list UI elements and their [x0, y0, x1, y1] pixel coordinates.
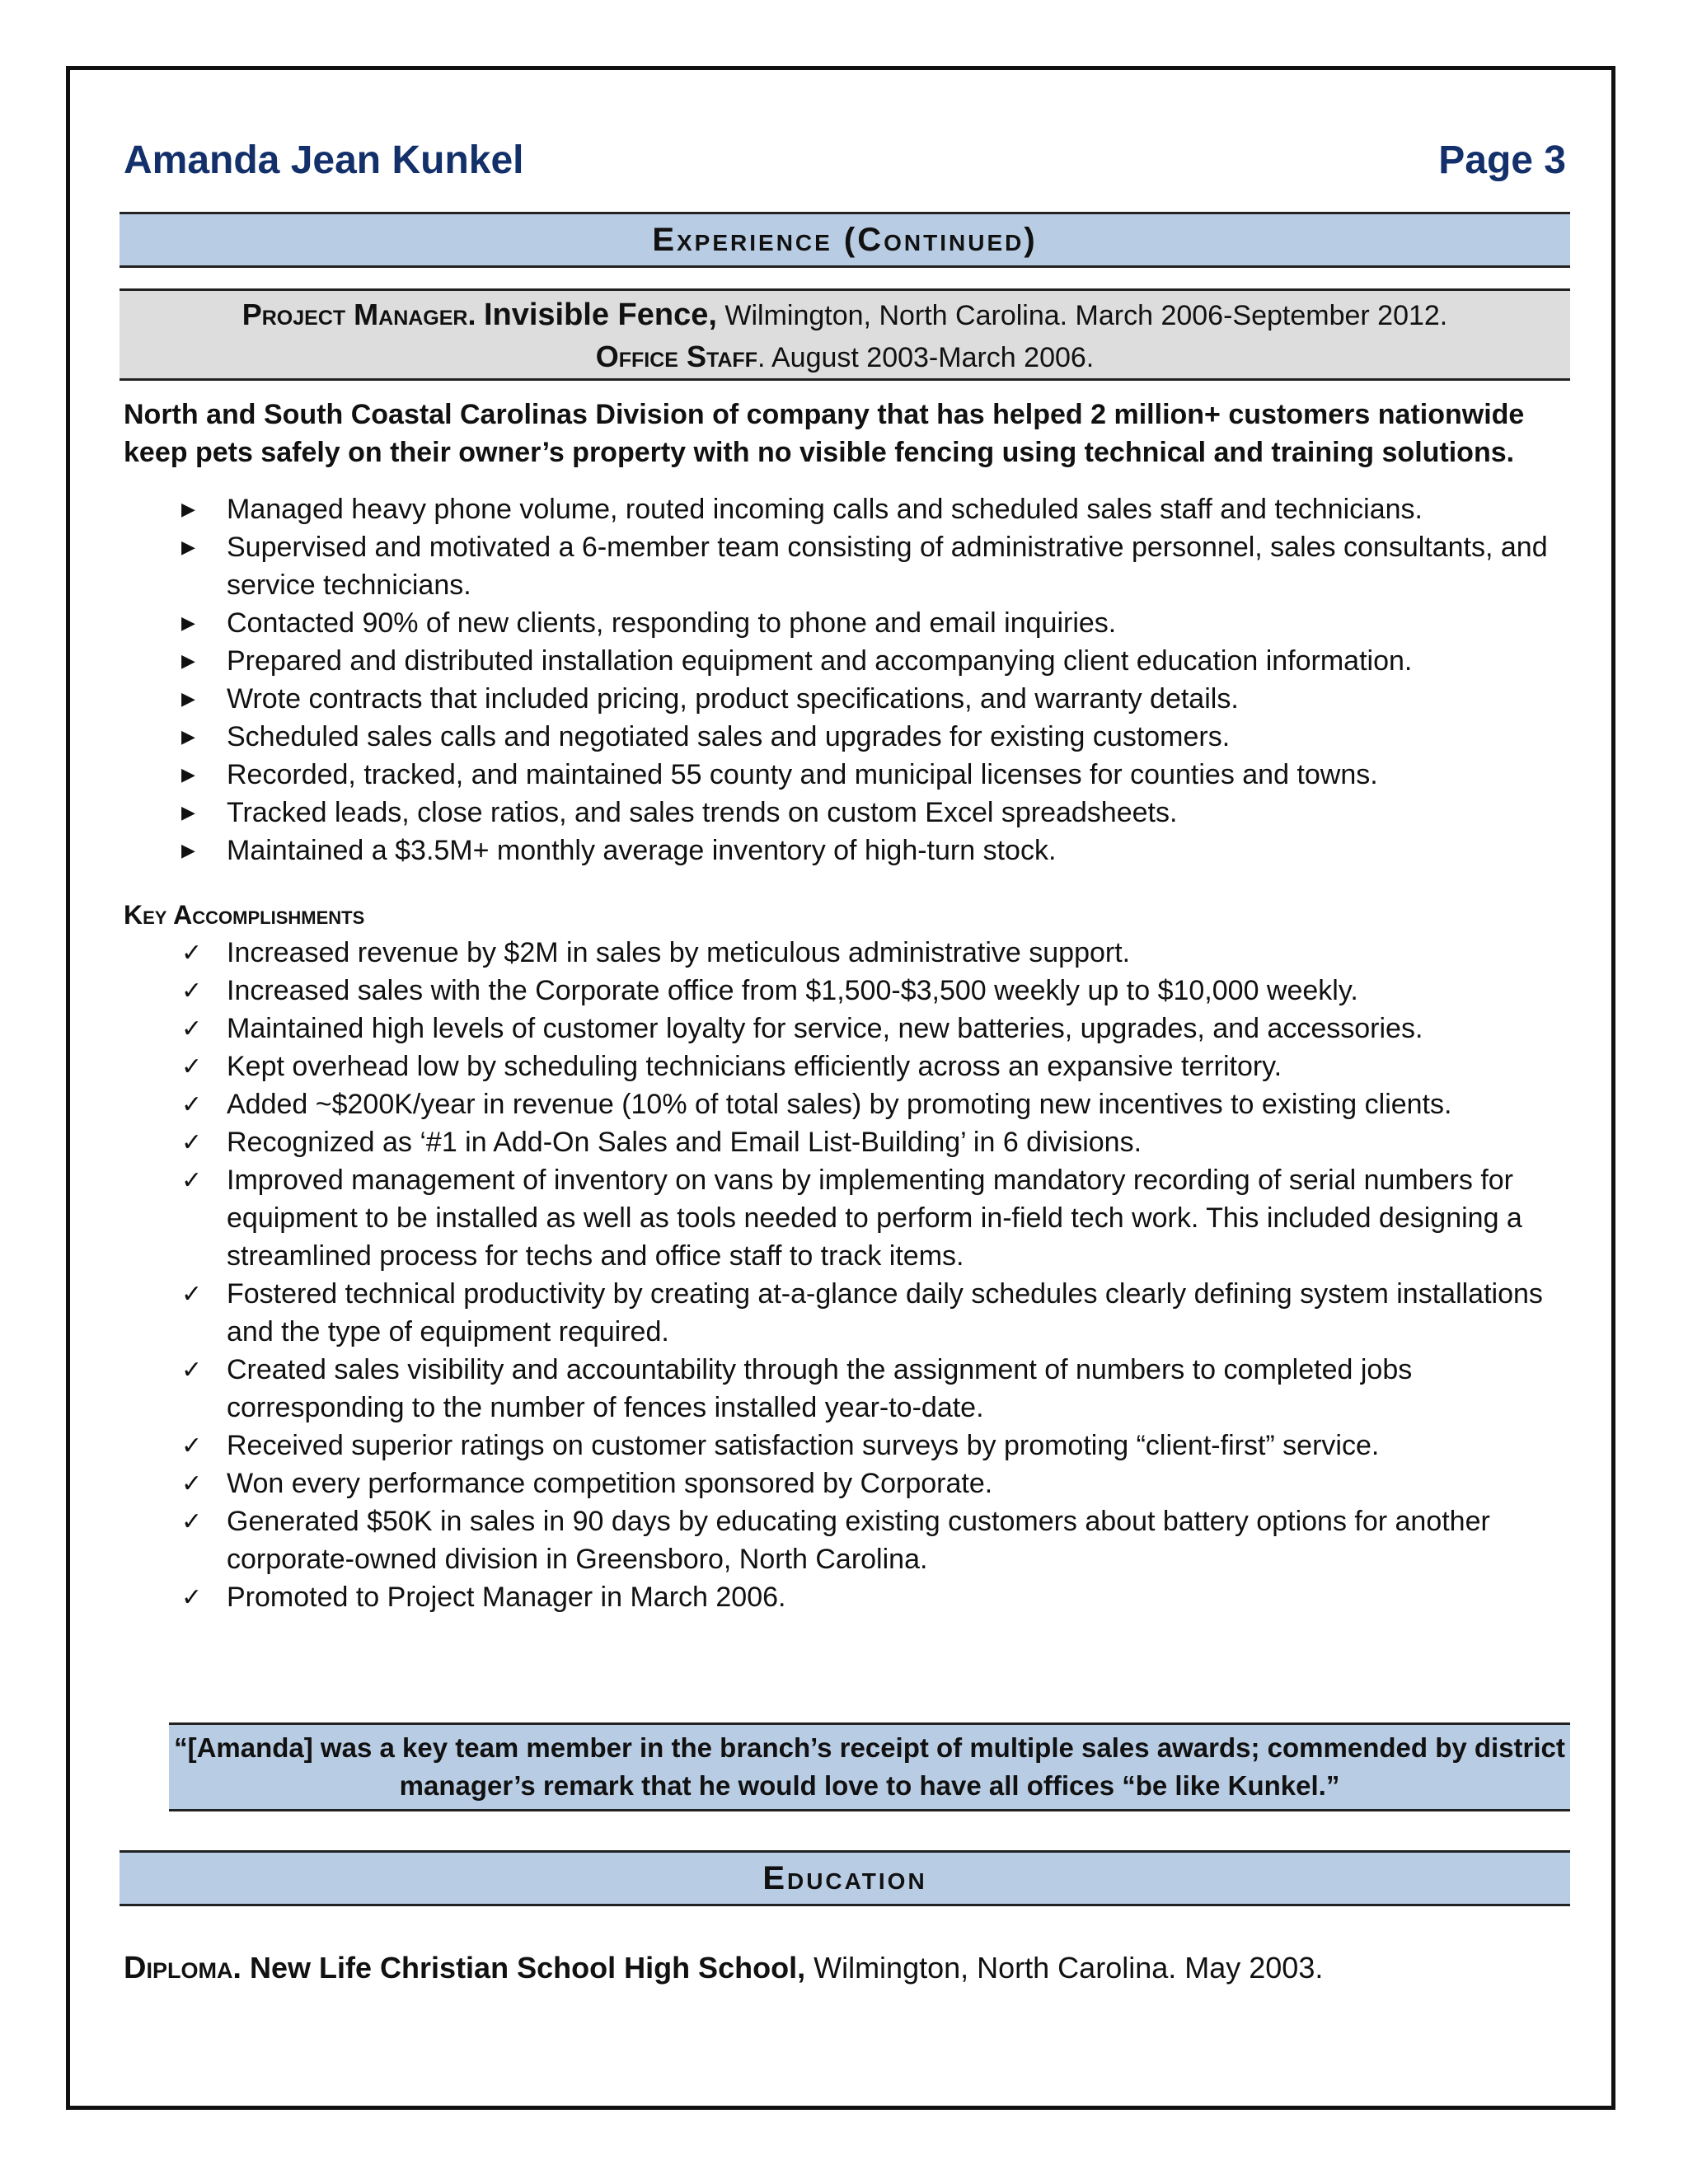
accomplishment-item: [181, 1275, 1566, 1351]
page-number: Page 3: [1438, 138, 1566, 182]
checkmark-icon: ✓: [181, 1508, 203, 1535]
education-section-title: Education: [762, 1860, 927, 1896]
role-title-project-manager: Project Manager.: [241, 298, 476, 331]
duty-item-text: Tracked leads, close ratios, and sales trends on custom Excel spreadsheets.: [227, 797, 1178, 828]
checkmark-icon: ✓: [181, 1281, 203, 1308]
accomplishment-item-text: Added ~$200K/year in revenue (10% of total sales) by promoting new incentives to existing clients.: [227, 1089, 1452, 1120]
accomplishment-item-text: Increased sales with the Corporate office from $1,500-$3,500 weekly up to $10,000 weekly.: [227, 975, 1358, 1006]
accomplishment-item: [181, 1123, 1566, 1161]
duty-item: [181, 642, 1566, 680]
accomplishment-item: [181, 1465, 1566, 1502]
bullet-arrow-icon: ▶: [181, 537, 195, 557]
duty-item: [181, 604, 1566, 642]
role-line-project-manager: [120, 294, 1570, 336]
accomplishment-item-text: Recognized as ‘#1 in Add-On Sales and Email List-Building’ in 6 divisions.: [227, 1127, 1142, 1158]
education-entry: [124, 1945, 1566, 1991]
bullet-arrow-icon: ▶: [181, 840, 195, 860]
role-title-office-staff: Office Staff: [595, 340, 757, 373]
accomplishment-item-text: Generated $50K in sales in 90 days by educating existing customers about battery options for another corporate-owned division in Greensboro, North Carolina.: [227, 1506, 1490, 1575]
testimonial-quote: “[Amanda] was a key team member in the branch’s receipt of multiple sales awards; commended by district manager’s remark that he would love to have all offices “be like Kunkel.”: [169, 1722, 1570, 1811]
accomplishment-item: [181, 1578, 1566, 1616]
accomplishment-item: [181, 972, 1566, 1010]
accomplishment-item: [181, 934, 1566, 972]
school-details: Wilmington, North Carolina. May 2003.: [814, 1951, 1324, 1985]
duty-item: [181, 490, 1566, 528]
bullet-arrow-icon: ▶: [181, 650, 195, 671]
duty-item: [181, 680, 1566, 718]
checkmark-icon: ✓: [181, 977, 203, 1005]
duty-item-text: Scheduled sales calls and negotiated sales and upgrades for existing customers.: [227, 721, 1231, 752]
duty-item-text: Prepared and distributed installation equipment and accompanying client education information.: [227, 645, 1413, 677]
education-section-banner: [120, 1850, 1570, 1906]
checkmark-icon: ✓: [181, 1015, 203, 1043]
checkmark-icon: ✓: [181, 1091, 203, 1118]
role-details-office-staff: . August 2003-March 2006.: [757, 342, 1095, 373]
accomplishment-item-text: Maintained high levels of customer loyalty for service, new batteries, upgrades, and accessories.: [227, 1013, 1423, 1044]
duty-item-text: Supervised and motivated a 6-member team consisting of administrative personnel, sales consultants, and service technicians.: [227, 532, 1548, 601]
accomplishment-item: [181, 1161, 1566, 1275]
accomplishment-item: [181, 1502, 1566, 1578]
company-name: Invisible Fence,: [483, 298, 717, 332]
degree-name: Diploma.: [124, 1951, 241, 1985]
company-description: North and South Coastal Carolinas Division of company that has helped 2 million+ customers nationwide keep pets safely on their owner’s property with no visible fencing using technical and training solutions.: [124, 399, 1525, 468]
bullet-arrow-icon: ▶: [181, 499, 195, 519]
duty-item: [181, 718, 1566, 756]
accomplishment-item: [181, 1010, 1566, 1047]
checkmark-icon: ✓: [181, 1167, 203, 1194]
duties-list: [181, 490, 1566, 869]
bullet-arrow-icon: ▶: [181, 726, 195, 747]
accomplishment-item-text: Received superior ratings on customer satisfaction surveys by promoting “client-first” service.: [227, 1430, 1380, 1461]
bullet-arrow-icon: ▶: [181, 688, 195, 709]
accomplishment-item: [181, 1427, 1566, 1465]
checkmark-icon: ✓: [181, 1470, 203, 1497]
duty-item-text: Maintained a $3.5M+ monthly average inventory of high-turn stock.: [227, 835, 1057, 866]
duty-item: [181, 832, 1566, 869]
school-name: New Life Christian School High School,: [250, 1951, 806, 1985]
accomplishments-list: [181, 934, 1566, 1616]
accomplishment-item-text: Fostered technical productivity by creating at-a-glance daily schedules clearly defining system installations and the type of equipment required.: [227, 1278, 1543, 1347]
experience-section-banner: [120, 212, 1570, 268]
role-line-office-staff: [120, 336, 1570, 378]
checkmark-icon: ✓: [181, 1357, 203, 1384]
candidate-name: Amanda Jean Kunkel: [124, 138, 524, 182]
accomplishment-item-text: Created sales visibility and accountability through the assignment of numbers to completed jobs corresponding to the number of fences installed year-to-date.: [227, 1354, 1413, 1423]
duty-item-text: Wrote contracts that included pricing, product specifications, and warranty details.: [227, 683, 1239, 715]
checkmark-icon: ✓: [181, 940, 203, 967]
checkmark-icon: ✓: [181, 1432, 203, 1460]
accomplishment-item-text: Increased revenue by $2M in sales by meticulous administrative support.: [227, 937, 1131, 968]
checkmark-icon: ✓: [181, 1053, 203, 1080]
duty-item-text: Managed heavy phone volume, routed incoming calls and scheduled sales staff and technicians.: [227, 494, 1423, 525]
duty-item-text: Contacted 90% of new clients, responding to phone and email inquiries.: [227, 607, 1117, 639]
accomplishment-item-text: Kept overhead low by scheduling technicians efficiently across an expansive territory.: [227, 1051, 1282, 1082]
duty-item: [181, 794, 1566, 832]
accomplishment-item-text: Won every performance competition sponsored by Corporate.: [227, 1468, 993, 1499]
accomplishment-item-text: Improved management of inventory on vans by implementing mandatory recording of serial numbers for equipment to be installed as well as tools needed to perform in-field tech work. This included designing a streamlined process for techs and office staff to track items.: [227, 1165, 1522, 1272]
role-details-project-manager: Wilmington, North Carolina. March 2006-September 2012.: [724, 300, 1448, 331]
accomplishment-item: [181, 1085, 1566, 1123]
duty-item: [181, 756, 1566, 794]
duty-item: [181, 528, 1566, 604]
accomplishments-heading: Key Accomplishments: [124, 900, 365, 930]
accomplishment-item-text: Promoted to Project Manager in March 2006.: [227, 1582, 786, 1613]
accomplishment-item: [181, 1351, 1566, 1427]
experience-section-title: Experience (Continued): [652, 222, 1038, 258]
duty-item-text: Recorded, tracked, and maintained 55 county and municipal licenses for counties and towns.: [227, 759, 1378, 790]
checkmark-icon: ✓: [181, 1129, 203, 1156]
accomplishment-item: [181, 1047, 1566, 1085]
bullet-arrow-icon: ▶: [181, 802, 195, 823]
bullet-arrow-icon: ▶: [181, 612, 195, 633]
page-header: [124, 132, 1566, 190]
job-title-box: [120, 288, 1570, 381]
checkmark-icon: ✓: [181, 1584, 203, 1611]
bullet-arrow-icon: ▶: [181, 764, 195, 785]
